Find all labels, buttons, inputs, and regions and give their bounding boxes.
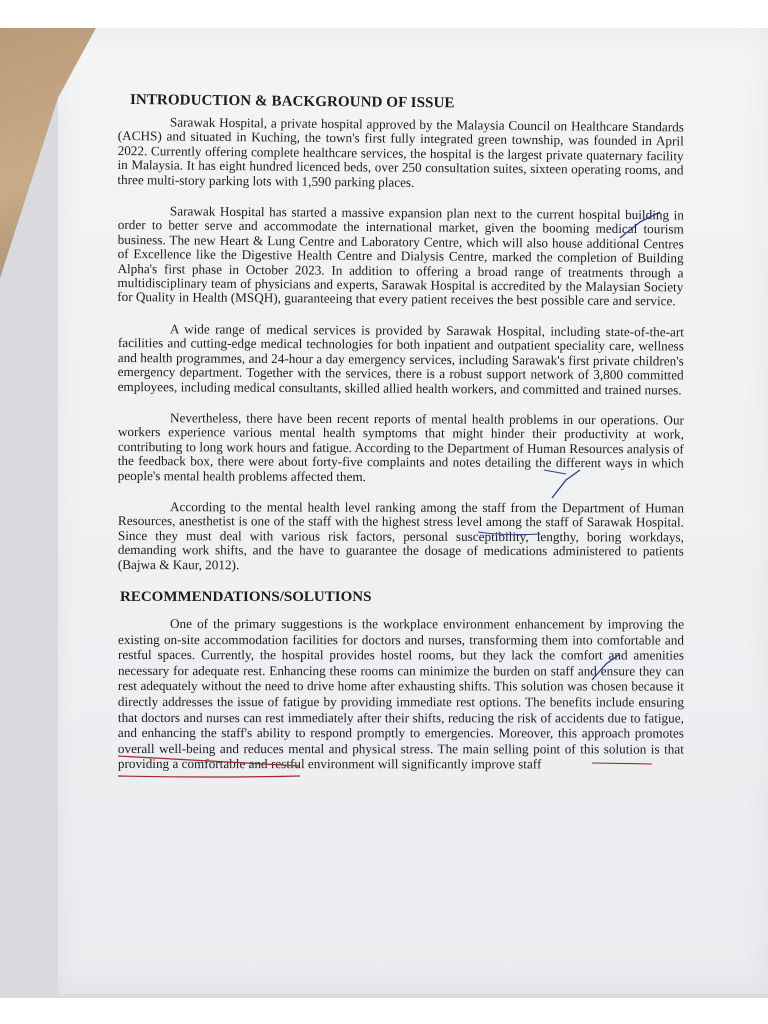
- paragraph-expansion-plan: Sarawak Hospital has started a massive expansion plan next to the current hospital building in order to better serve and accommodate the international market, given the booming medical tourism business. The new Heart & Lung Centre and Laboratory Centre, which will also house additional Centres of Excellence like the Digestive Health Centre and Dialysis Centre, marked the completion of Building Alpha's first phase in October 2023. In addition to offering a broad range of treatments through a multidisciplinary team of physicians and experts, Sarawak Hospital is accredited by the Malaysian Society for Quality in Health (MSQH), guaranteeing that every patient receives the best possible care and service.: [117, 203, 684, 309]
- document-body: [118, 92, 684, 789]
- paragraph-hospital-overview: Sarawak Hospital, a private hospital approved by the Malaysia Council on Healthcare Standards (ACHS) and situated in Kuching, the town's first fully integrated green township, was founded in April 2022. Currently offering complete healthcare services, the hospital is the largest private quaternary facility in Malaysia. It has eight hundred licenced beds, over 250 consultation suites, sixteen operating rooms, and three multi-story parking lots with 1,590 parking places.: [117, 114, 684, 190]
- section-heading-introduction: INTRODUCTION & BACKGROUND OF ISSUE: [129, 92, 455, 112]
- paragraph-stress-ranking: According to the mental health level ranking among the staff from the Department of Human Resources, anesthetist is one of the staff with the highest stress level among the staff of Sarawak Hospital. Since they must deal with various risk factors, personal susceptibility, lengthy, boring workdays, demanding work shifts, and the have to guarantee the dosage of medications administered to patients (Bajwa & Kaur, 2012).: [117, 499, 685, 572]
- paragraph-recommendation: One of the primary suggestions is the workplace environment enhancement by improving the existing on-site accommodation facilities for doctors and nurses, transforming them into comfortable and restful spaces. Currently, the hospital provides hostel rooms, but they lack the comfort and amenities necessary for adequate rest. Enhancing these rooms can minimize the burden on staff and ensure they can rest adequately without the need to drive home after exhausting shifts. This solution was chosen because it directly addresses the issue of fatigue by providing immediate rest options. The benefits include ensuring that doctors and nurses can rest immediately after their shifts, reducing the risk of accidents due to fatigue, and enhancing the staff's ability to respond promptly to emergencies. Moreover, this approach promotes overall well-being and reduces mental and physical stress. The main selling point of this solution is that providing a comfortable and restful environment will significantly improve staff: [117, 616, 684, 772]
- paragraph-medical-services: A wide range of medical services is provided by Sarawak Hospital, including state-of-the-art facilities and cutting-edge medical technologies for both inpatient and outpatient speciality care, wellness and health programmes, and 24-hour a day emergency services, including Sarawak's first private children's emergency department. Together with the services, there is a robust support network of 3,800 committed employees, including medical consultants, skilled allied health workers, and committed and trained nurses.: [117, 321, 684, 397]
- section-heading-recommendations: RECOMMENDATIONS/SOLUTIONS: [120, 588, 372, 605]
- paragraph-mental-health-reports: Nevertheless, there have been recent reports of mental health problems in our operations. Our workers experience various mental health symptoms that might hinder their productivity at work, contributing to long work hours and fatigue. According to the Department of Human Resources analysis of the feedback box, there were about forty-five complaints and notes detailing the different ways in which people's mental health problems affected them.: [117, 410, 684, 484]
